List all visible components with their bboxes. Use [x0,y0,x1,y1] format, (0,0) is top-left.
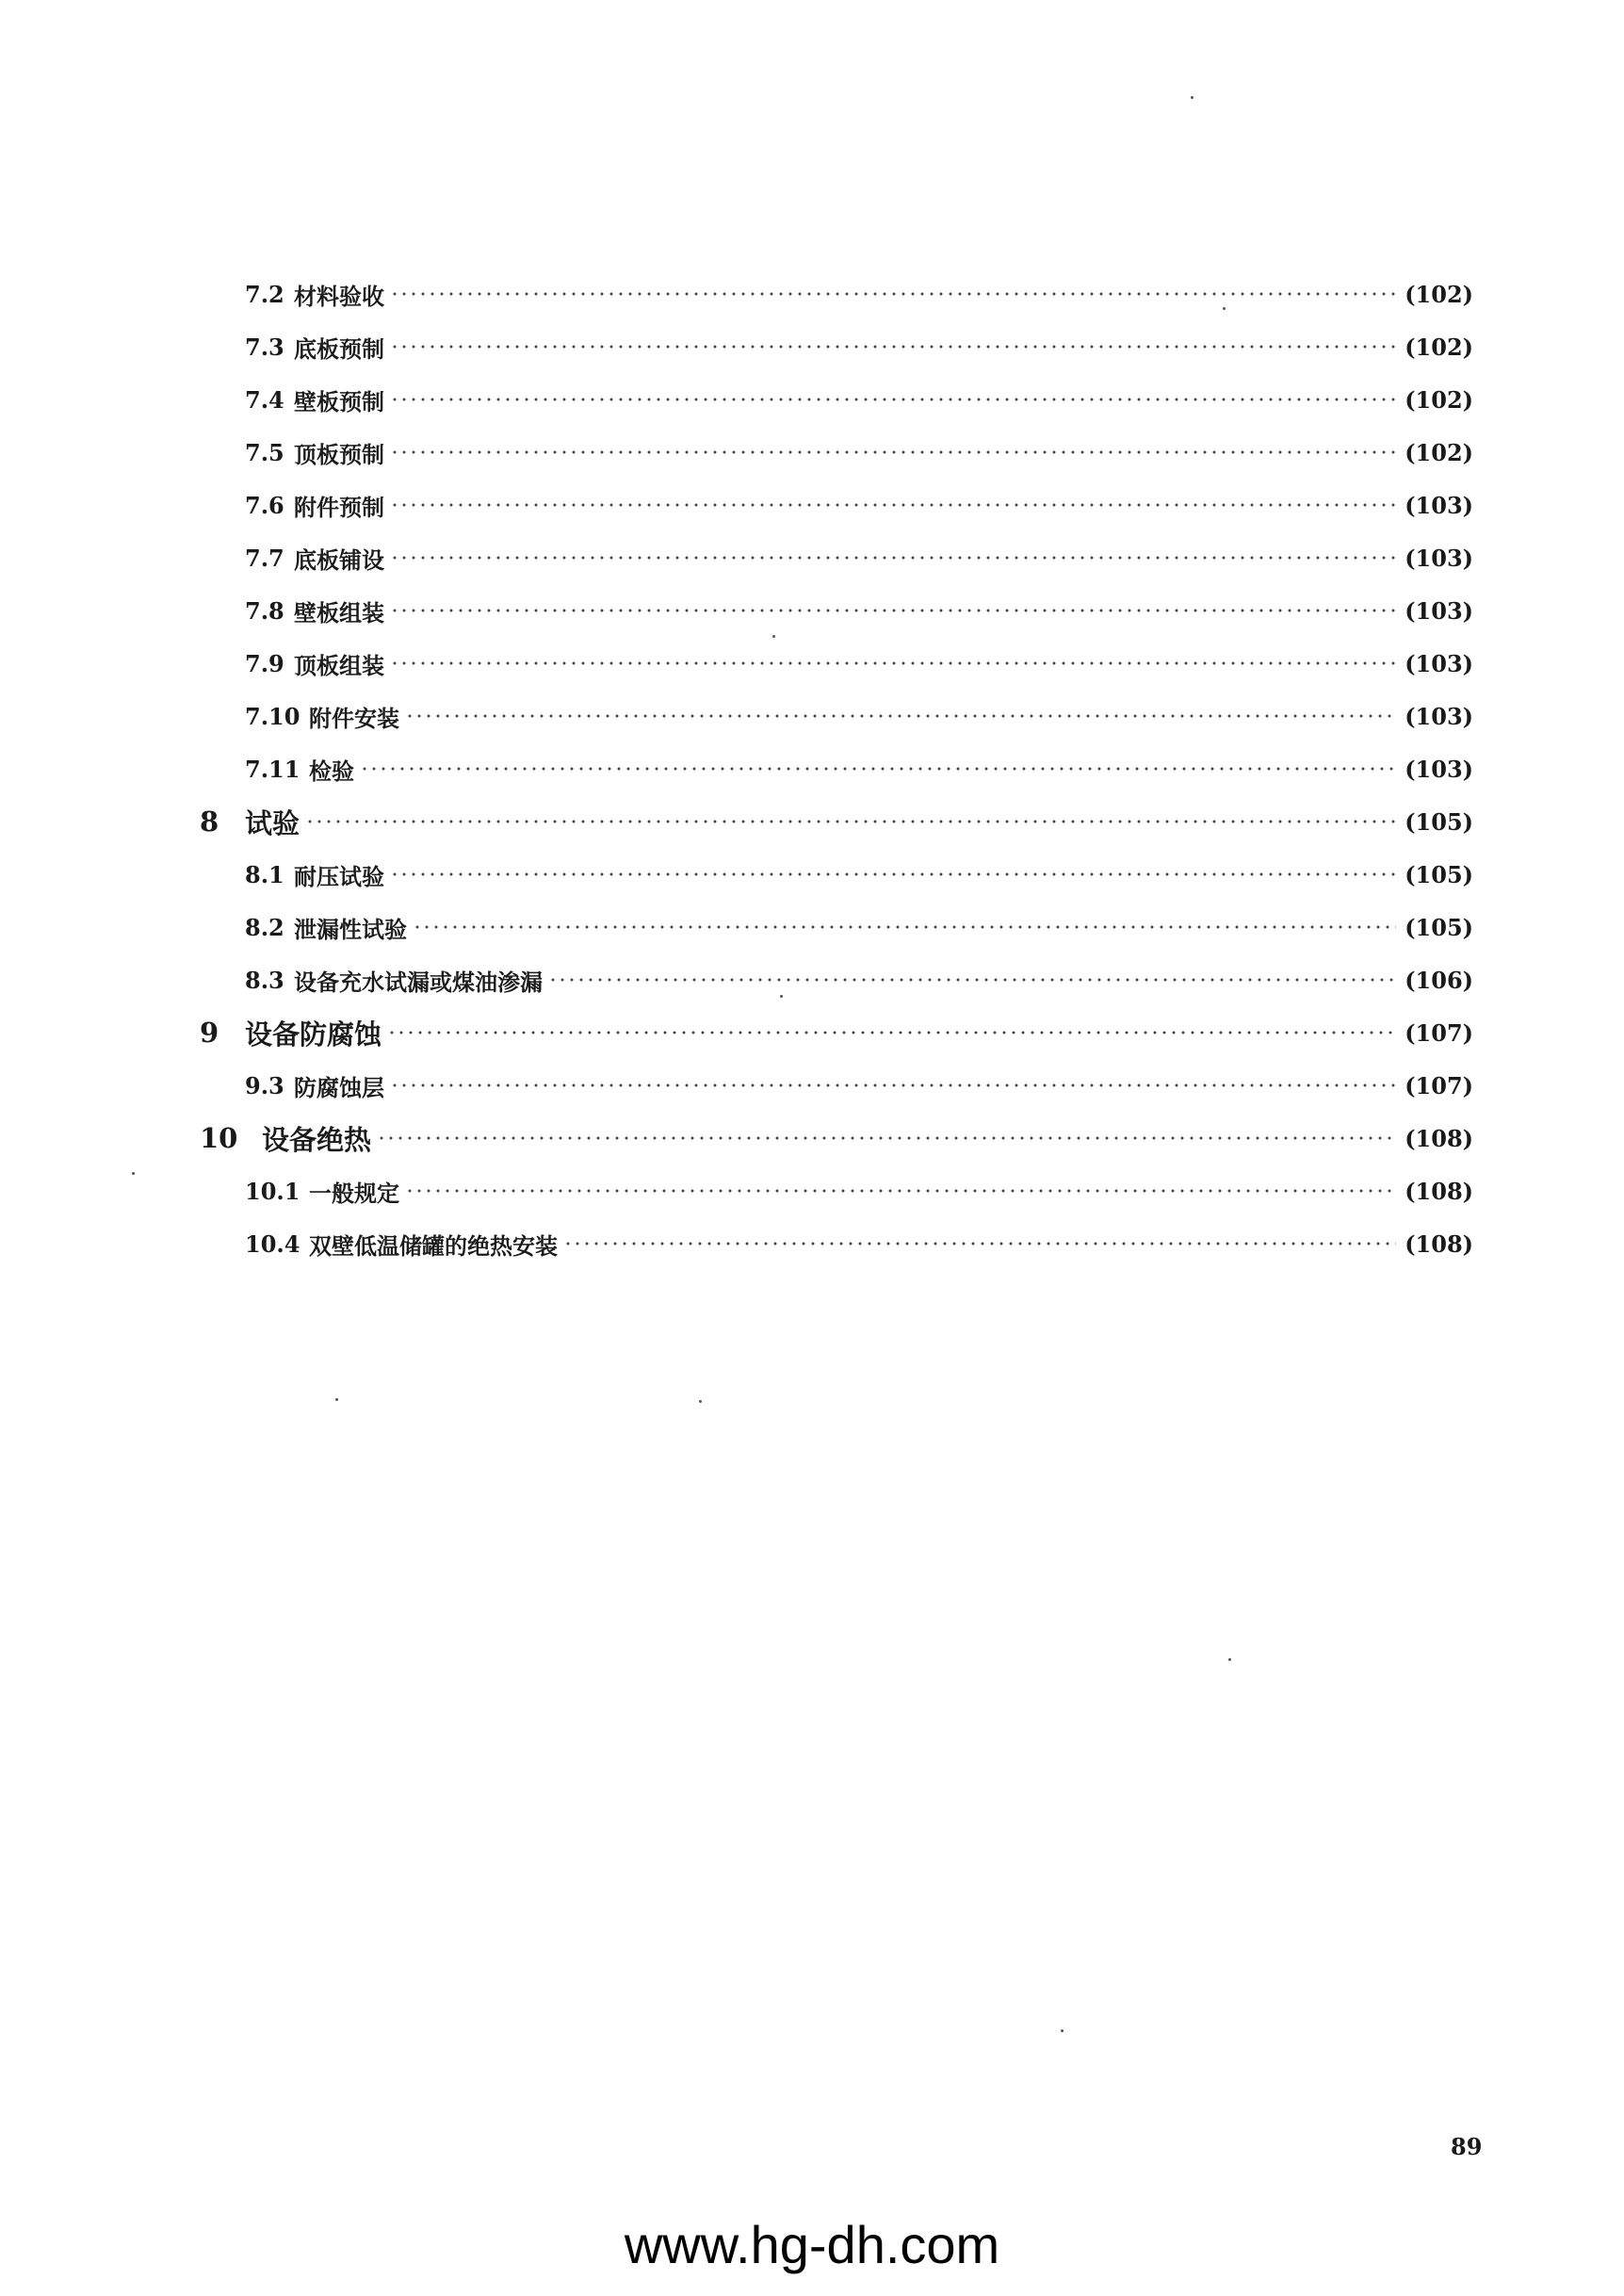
scan-speck [1228,1658,1231,1661]
toc-entry-8-1 [245,854,1473,895]
page-ref: (103) [1405,544,1473,572]
dot-leader [377,1127,1396,1149]
scan-speck [772,635,775,638]
section-number: 7.11 [245,755,300,783]
page-ref: (103) [1405,702,1473,730]
section-title: 材料验收 [294,282,384,310]
section-number: 9.3 [245,1071,284,1099]
section-number: 8.2 [245,913,284,941]
chapter-number: 8 [200,806,219,838]
toc-entry-10-1 [245,1170,1473,1212]
toc-entry-7-4 [245,379,1473,420]
toc-entry-8-3 [245,959,1473,1001]
dot-leader [390,283,1396,305]
section-number: 7.9 [245,649,284,677]
dot-leader [413,916,1396,938]
section-title: 底板铺设 [294,546,384,574]
section-number: 7.6 [245,491,284,519]
toc-entry-7-2 [245,273,1473,315]
page-number: 89 [1451,2133,1483,2160]
page-ref: (108) [1405,1124,1473,1152]
section-title: 耐压试验 [294,862,384,890]
toc-entry-7-7 [245,537,1473,578]
section-title: 双壁低温储罐的绝热安装 [309,1231,558,1260]
toc-chapter-9 [200,1012,1473,1053]
section-title: 壁板组装 [294,598,384,627]
toc-entry-7-11 [245,748,1473,790]
section-title: 附件安装 [309,704,399,732]
toc-entry-7-3 [245,326,1473,367]
dot-leader [390,494,1396,516]
page-ref: (108) [1405,1177,1473,1205]
section-title: 检验 [309,757,354,785]
section-number: 7.2 [245,280,284,308]
toc-entry-7-9 [245,643,1473,684]
dot-leader [390,546,1396,569]
section-number: 7.5 [245,438,284,466]
scan-speck [780,995,783,998]
page-ref: (103) [1405,755,1473,783]
chapter-title: 试验 [245,806,300,839]
section-number: 7.10 [245,702,300,730]
page-ref: (107) [1405,1071,1473,1099]
dot-leader [390,335,1396,358]
toc-entry-7-8 [245,590,1473,631]
dot-leader [390,441,1396,464]
section-number: 7.8 [245,596,284,625]
section-number: 8.1 [245,860,284,888]
toc-entry-7-10 [245,695,1473,737]
page-ref: (102) [1405,333,1473,361]
page-ref: (105) [1405,807,1473,836]
dot-leader [360,757,1396,780]
page-ref: (103) [1405,596,1473,625]
toc-chapter-8 [200,801,1473,842]
toc-entry-7-6 [245,484,1473,526]
dot-leader [405,705,1396,727]
dot-leader [387,1021,1396,1044]
section-title: 顶板预制 [294,440,384,468]
page-ref: (105) [1405,913,1473,941]
website-watermark: www.hg-dh.com [624,2215,1000,2274]
dot-leader [390,388,1396,411]
scan-speck [1223,307,1226,310]
section-title: 附件预制 [294,493,384,521]
scan-speck [699,1400,702,1403]
section-title: 底板预制 [294,334,384,363]
page-ref: (107) [1405,1018,1473,1047]
dot-leader [390,652,1396,675]
page-ref: (105) [1405,860,1473,888]
scan-speck [335,1398,338,1401]
page-ref: (103) [1405,649,1473,677]
dot-leader [563,1232,1396,1255]
section-number: 7.4 [245,385,284,414]
dot-leader [390,599,1396,622]
section-title: 顶板组装 [294,651,384,679]
page-ref: (106) [1405,966,1473,994]
section-title: 壁板预制 [294,387,384,415]
toc-entry-9-3 [245,1065,1473,1106]
section-number: 8.3 [245,966,284,994]
section-number: 10.1 [245,1177,300,1205]
section-number: 7.3 [245,333,284,361]
page-ref: (103) [1405,491,1473,519]
section-title: 泄漏性试验 [294,915,407,943]
section-title: 一般规定 [309,1179,399,1207]
dot-leader [405,1180,1396,1202]
scan-speck [1061,2029,1064,2032]
chapter-title: 设备绝热 [262,1123,372,1156]
section-title: 防腐蚀层 [294,1073,384,1101]
page-ref: (102) [1405,438,1473,466]
chapter-number: 10 [200,1122,238,1154]
toc-chapter-10 [200,1117,1473,1159]
toc-entry-8-2 [245,906,1473,948]
scan-speck [132,1172,135,1175]
scan-speck [1191,96,1194,99]
chapter-number: 9 [200,1017,219,1049]
page-ref: (102) [1405,280,1473,308]
page-ref: (102) [1405,385,1473,414]
dot-leader [390,863,1396,886]
toc-entry-10-4 [245,1223,1473,1264]
chapter-title: 设备防腐蚀 [245,1018,382,1050]
dot-leader [548,969,1396,991]
dot-leader [390,1074,1396,1097]
section-number: 7.7 [245,544,284,572]
section-title: 设备充水试漏或煤油渗漏 [294,968,543,996]
section-number: 10.4 [245,1229,300,1258]
dot-leader [305,810,1396,833]
page-ref: (108) [1405,1229,1473,1258]
toc-entry-7-5 [245,432,1473,473]
